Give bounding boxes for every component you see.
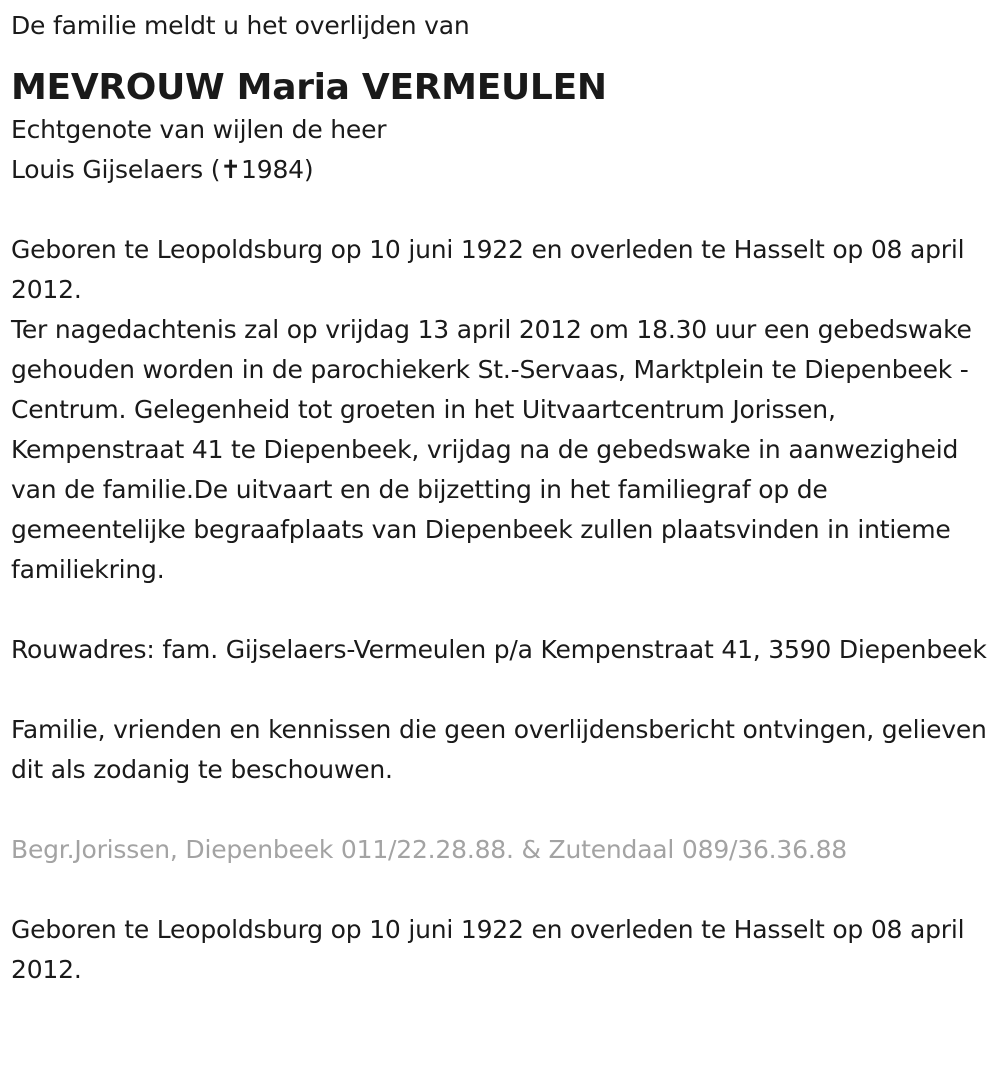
spouse-line: Echtgenote van wijlen de heer (11, 115, 387, 144)
cross-icon: ✝ (220, 155, 242, 184)
spouse-name-line (11, 150, 989, 190)
ceremony-text: Ter nagedachtenis zal op vrijdag 13 april 2012 om 18.30 uur een gebedswake gehouden worden in de parochiekerk St.-Servaas, Marktplein te Diepenbeek - Centrum. Gelegenheid tot groeten in het Uitvaartcentrum Jorissen, Kempenstraat 41 te Diepenbeek, vrijdag na de gebedswake in aanwezigheid van de familie.De uitvaart en de bijzetting in het familiegraf op de gemeentelijke begraafplaats van Diepenbeek zullen plaatsvinden in intieme familiekring. (11, 315, 972, 584)
spouse-year: 1984) (241, 155, 314, 184)
notice-text: Familie, vrienden en kennissen die geen overlijdensbericht ontvingen, gelieven dit als zodanig te beschouwen. (11, 715, 987, 784)
birth-death-repeat-text: Geboren te Leopoldsburg op 10 juni 1922 en overleden te Hasselt op 08 april 2012. (11, 915, 965, 984)
intro-text: De familie meldt u het overlijden van (11, 11, 470, 40)
spacer (11, 590, 989, 630)
spacer (11, 190, 989, 230)
birth-death-text: Geboren te Leopoldsburg op 10 juni 1922 en overleden te Hasselt op 08 april 2012. (11, 235, 965, 304)
deceased-name: MEVROUW Maria VERMEULEN (11, 67, 607, 108)
spacer (11, 790, 989, 830)
mourning-address: Rouwadres: fam. Gijselaers-Vermeulen p/a Kempenstraat 41, 3590 Diepenbeek (11, 635, 987, 664)
spouse-name: Louis Gijselaers ( (11, 155, 221, 184)
funeral-home-text: Begr.Jorissen, Diepenbeek 011/22.28.88. & Zutendaal 089/36.36.88 (11, 835, 847, 864)
spacer (11, 870, 989, 910)
spacer (11, 670, 989, 710)
